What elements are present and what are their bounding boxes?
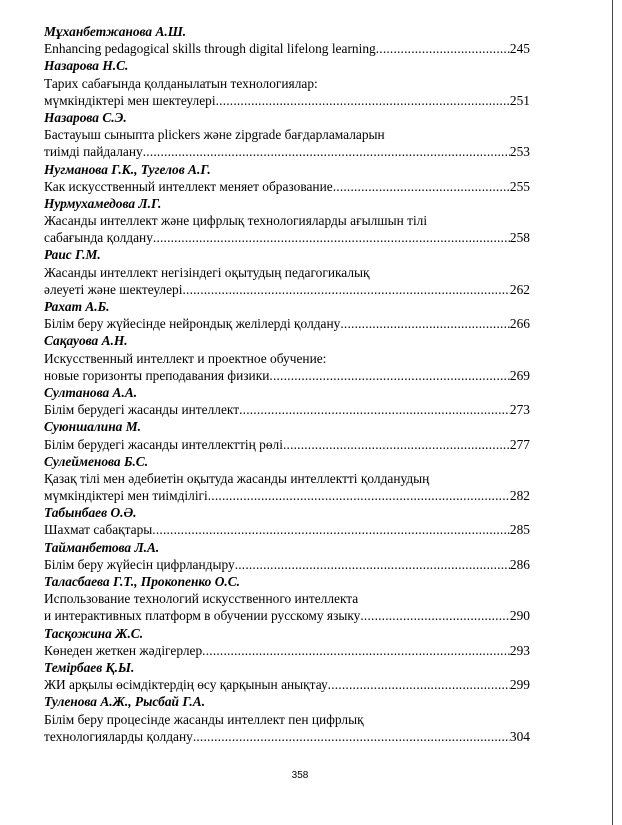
toc-page-number: 277 xyxy=(509,436,530,452)
toc-page-number: 251 xyxy=(509,92,530,108)
toc-author: Таласбаева Г.Т., Прокопенко О.С. xyxy=(44,574,241,589)
page-number: 358 xyxy=(291,770,309,781)
toc-title-last-line[interactable] xyxy=(44,642,530,659)
toc-author: Нурмухамедова Л.Г. xyxy=(44,195,162,211)
dot-leader xyxy=(235,556,510,573)
toc-title-last-line[interactable] xyxy=(44,281,530,298)
toc-title-text: Enhancing pedagogical skills through digital lifelong learning xyxy=(44,41,376,57)
toc-entry xyxy=(44,659,530,693)
toc-title-text: Шахмат сабақтары xyxy=(44,522,153,538)
toc-page-number: 304 xyxy=(509,728,530,744)
toc-author: Темірбаев Қ.Ы. xyxy=(44,659,135,675)
toc-page-number: 293 xyxy=(509,642,530,658)
toc-page-number: 269 xyxy=(509,367,530,383)
toc-title-line: Жасанды интеллект негізіндегі оқытудың педагогикалық xyxy=(44,264,370,280)
toc-entry xyxy=(44,195,530,247)
toc-title-last-line[interactable] xyxy=(44,367,530,384)
toc-entry xyxy=(44,298,530,332)
toc-author: Табынбаев О.Ә. xyxy=(44,505,137,521)
toc-title-text: Как искусственный интеллект меняет образование xyxy=(44,178,333,194)
toc-title-line: Использование технологий искусственного интеллекта xyxy=(44,591,359,607)
toc-entry xyxy=(44,693,530,745)
toc-page-number: 299 xyxy=(509,677,530,693)
toc-title-last-line[interactable] xyxy=(44,178,530,195)
toc-author: Мұханбетжанова А.Ш. xyxy=(44,24,187,39)
toc-author: Нугманова Г.К., Тугелов А.Г. xyxy=(44,161,211,177)
dot-leader xyxy=(269,367,510,384)
toc-title-line: Қазақ тілі мен әдебиетін оқытуда жасанды интеллектті қолданудың xyxy=(44,470,430,486)
toc-title-text: мүмкіндіктері мен шектеулері xyxy=(44,92,216,108)
toc-title-line: Бастауыш сыныпта plickers және zipgrade бағдарламаларын xyxy=(44,127,385,143)
toc-author: Назарова Н.С. xyxy=(44,58,129,74)
dot-leader xyxy=(182,281,509,298)
toc-title-last-line[interactable] xyxy=(44,401,530,418)
toc-title-last-line[interactable] xyxy=(44,607,530,624)
dot-leader xyxy=(208,487,510,504)
dot-leader xyxy=(239,401,510,418)
dot-leader xyxy=(153,229,510,246)
toc-page-number: 262 xyxy=(509,281,530,297)
toc-author: Суюншалина М. xyxy=(44,419,141,435)
toc-entry xyxy=(44,384,530,418)
toc-author: Туленова А.Ж., Рысбай Г.А. xyxy=(44,694,206,710)
toc-entry xyxy=(44,23,530,57)
toc-author: Сақауова А.Н. xyxy=(44,333,128,349)
toc-title-last-line[interactable] xyxy=(44,436,530,453)
toc-title-line: Жасанды интеллект және цифрлық технологияларды ағылшын тілі xyxy=(44,213,428,229)
dot-leader xyxy=(152,521,510,538)
toc-page-number: 266 xyxy=(509,316,530,332)
toc-entry xyxy=(44,161,530,195)
toc-page-number: 255 xyxy=(509,178,530,194)
toc-author: Назарова С.Э. xyxy=(44,109,127,125)
toc-title-last-line[interactable] xyxy=(44,143,530,160)
toc-title-last-line[interactable] xyxy=(44,40,530,57)
toc-title-text: Көнеден жеткен жәдігерлер xyxy=(44,642,203,658)
toc-title-last-line[interactable] xyxy=(44,556,530,573)
toc-page-number: 253 xyxy=(509,144,530,160)
toc-page-number: 245 xyxy=(509,41,530,57)
toc-entry xyxy=(44,573,530,625)
dot-leader xyxy=(340,315,510,332)
toc-title-last-line[interactable] xyxy=(44,229,530,246)
page-edge-line xyxy=(612,0,613,825)
toc-entry xyxy=(44,332,530,384)
toc-title-line: Білім беру процесінде жасанды интеллект пен цифрлық xyxy=(44,711,364,727)
dot-leader xyxy=(202,642,510,659)
toc-page-number: 282 xyxy=(509,488,530,504)
toc-title-text: әлеуеті және шектеулері xyxy=(44,281,183,297)
dot-leader xyxy=(333,178,510,195)
toc-title-text: мүмкіндіктері мен тиімділігі xyxy=(44,488,208,504)
toc-title-text: Білім берудегі жасанды интеллект xyxy=(44,402,240,418)
toc-title-text: и интерактивных платформ в обучении русскому языку xyxy=(44,608,361,624)
dot-leader xyxy=(328,676,510,693)
toc-author: Султанова А.А. xyxy=(44,384,138,400)
toc-entry xyxy=(44,453,530,505)
toc-title-line: Искусственный интеллект и проектное обучение: xyxy=(44,350,327,366)
toc-title-text: Білім беру жүйесінде нейрондық желілерді қолдану xyxy=(44,316,341,332)
toc-entry xyxy=(44,57,530,109)
toc-entry xyxy=(44,625,530,659)
toc-title-text: ЖИ арқылы өсімдіктердің өсу қарқынын анықтау xyxy=(44,677,328,693)
dot-leader xyxy=(143,143,510,160)
toc-title-last-line[interactable] xyxy=(44,676,530,693)
toc-title-line: Тарих сабағында қолданылатын технологиялар: xyxy=(44,75,318,91)
toc-title-last-line[interactable] xyxy=(44,487,530,504)
toc-title-last-line[interactable] xyxy=(44,728,530,745)
toc-title-text: сабағында қолдану xyxy=(44,230,153,246)
toc-entry xyxy=(44,109,530,161)
toc-title-text: тиімді пайдалану xyxy=(44,144,143,160)
toc-author: Тайманбетова Л.А. xyxy=(44,539,160,555)
dot-leader xyxy=(376,40,510,57)
toc-author: Раис Г.М. xyxy=(44,247,101,263)
toc-page-number: 286 xyxy=(509,556,530,572)
toc-page-number: 285 xyxy=(509,522,530,538)
toc-author: Рахат А.Б. xyxy=(44,299,110,314)
toc-title-text: Білім беру жүйесін цифрландыру xyxy=(44,556,235,572)
toc-entry xyxy=(44,539,530,573)
toc-title-text: Білім берудегі жасанды интеллекттің рөлі xyxy=(44,436,283,452)
toc-entry xyxy=(44,504,530,538)
toc-page-number: 273 xyxy=(509,402,530,418)
toc-author: Сулейменова Б.С. xyxy=(44,453,149,469)
toc-entry xyxy=(44,246,530,298)
table-of-contents xyxy=(44,23,530,745)
dot-leader xyxy=(216,92,510,109)
toc-title-last-line[interactable] xyxy=(44,315,530,332)
toc-author: Тасқожина Ж.С. xyxy=(44,625,144,641)
toc-title-last-line[interactable] xyxy=(44,521,530,538)
dot-leader xyxy=(193,728,510,745)
toc-page-number: 290 xyxy=(509,608,530,624)
dot-leader xyxy=(360,607,510,624)
toc-title-text: новые горизонты преподавания физики xyxy=(44,367,270,383)
toc-title-last-line[interactable] xyxy=(44,92,530,109)
toc-page-number: 258 xyxy=(509,230,530,246)
toc-entry xyxy=(44,418,530,452)
dot-leader xyxy=(283,436,510,453)
toc-title-text: технологияларды қолдану xyxy=(44,728,193,744)
